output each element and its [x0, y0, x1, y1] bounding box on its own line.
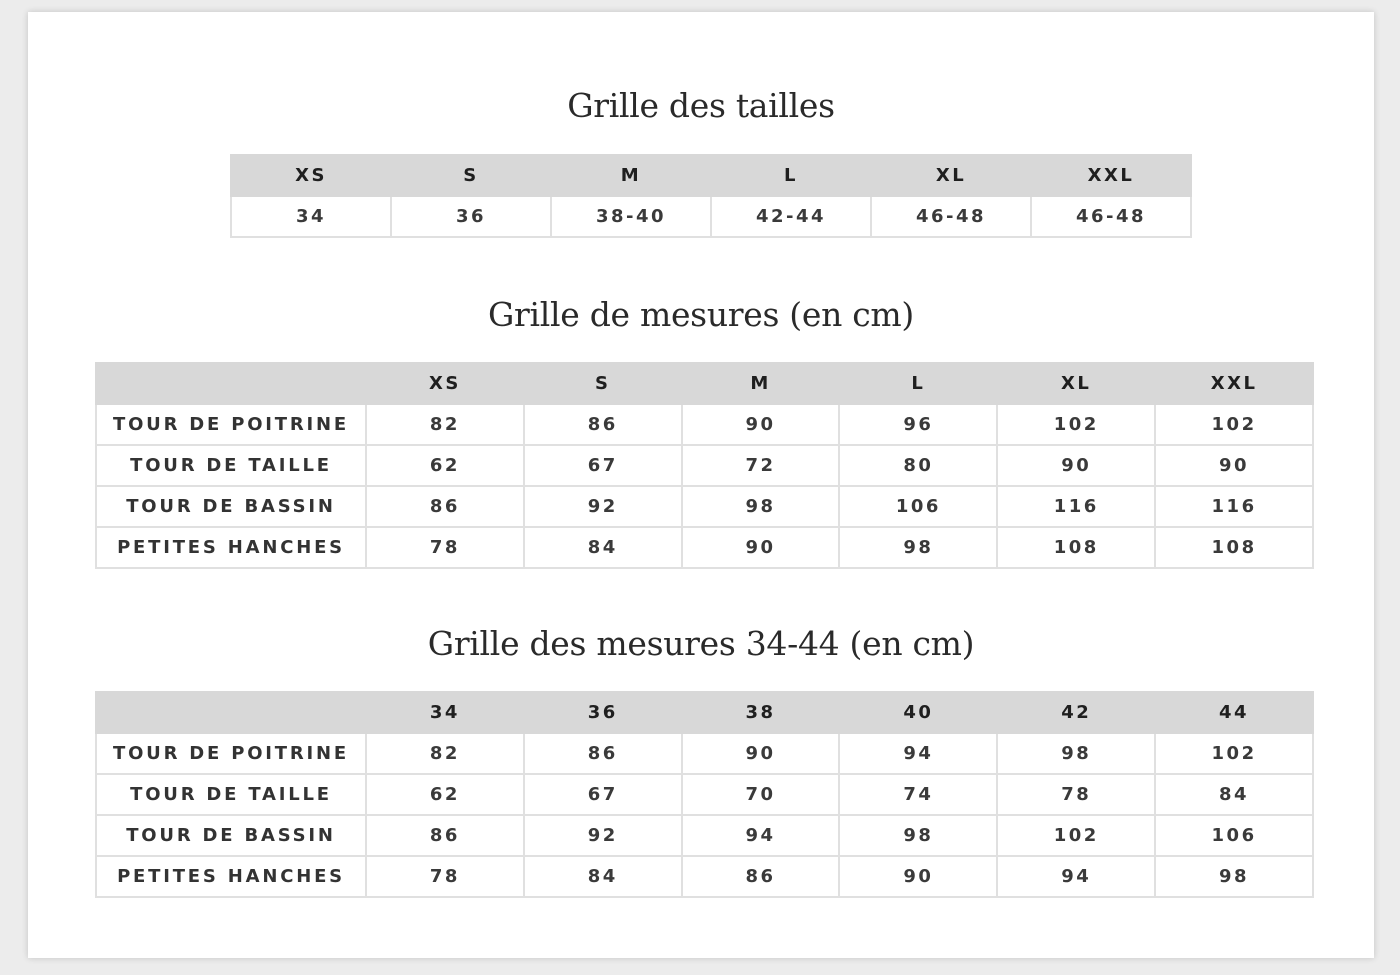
table-cell: 98 — [1155, 856, 1313, 897]
table-row — [96, 815, 1313, 856]
table-cell: 86 — [366, 815, 524, 856]
table-cell: 90 — [682, 733, 840, 774]
size-grid-value-row — [231, 196, 1191, 237]
measure-grid-34-44-header-row — [96, 692, 1313, 733]
header-cell: S — [524, 363, 682, 404]
header-cell: XXL — [1031, 155, 1191, 196]
table-row — [96, 486, 1313, 527]
table-cell: 102 — [997, 815, 1155, 856]
row-label: PETITES HANCHES — [96, 856, 366, 897]
table-cell: 102 — [1155, 404, 1313, 445]
table-cell: 98 — [997, 733, 1155, 774]
table-cell: 72 — [682, 445, 840, 486]
table-cell: 108 — [1155, 527, 1313, 568]
table-cell: 98 — [682, 486, 840, 527]
table-cell: 34 — [231, 196, 391, 237]
table-cell: 86 — [366, 486, 524, 527]
row-label: PETITES HANCHES — [96, 527, 366, 568]
header-cell: 44 — [1155, 692, 1313, 733]
row-label: TOUR DE BASSIN — [96, 486, 366, 527]
table-cell: 42-44 — [711, 196, 871, 237]
row-label: TOUR DE BASSIN — [96, 815, 366, 856]
header-cell: XS — [231, 155, 391, 196]
table-cell: 106 — [1155, 815, 1313, 856]
table-cell: 38-40 — [551, 196, 711, 237]
table-cell: 90 — [682, 404, 840, 445]
table-cell: 84 — [1155, 774, 1313, 815]
table-cell: 94 — [997, 856, 1155, 897]
table-cell: 90 — [682, 527, 840, 568]
corner-cell — [96, 363, 366, 404]
header-cell: XXL — [1155, 363, 1313, 404]
table-cell: 96 — [839, 404, 997, 445]
table-cell: 108 — [997, 527, 1155, 568]
table-cell: 86 — [524, 733, 682, 774]
table-cell: 67 — [524, 445, 682, 486]
size-grid-title: Grille des tailles — [567, 86, 835, 125]
row-label: TOUR DE POITRINE — [96, 733, 366, 774]
header-cell: 40 — [839, 692, 997, 733]
table-cell: 62 — [366, 445, 524, 486]
table-cell: 80 — [839, 445, 997, 486]
table-row — [96, 527, 1313, 568]
table-cell: 62 — [366, 774, 524, 815]
table-cell: 78 — [997, 774, 1155, 815]
table-cell: 90 — [839, 856, 997, 897]
measure-grid-table — [95, 362, 1314, 569]
header-cell: M — [551, 155, 711, 196]
table-cell: 70 — [682, 774, 840, 815]
row-label: TOUR DE POITRINE — [96, 404, 366, 445]
row-label: TOUR DE TAILLE — [96, 774, 366, 815]
row-label: TOUR DE TAILLE — [96, 445, 366, 486]
header-cell: 36 — [524, 692, 682, 733]
table-cell: 90 — [1155, 445, 1313, 486]
table-cell: 102 — [997, 404, 1155, 445]
table-cell: 92 — [524, 815, 682, 856]
table-cell: 82 — [366, 404, 524, 445]
table-cell: 94 — [682, 815, 840, 856]
size-chart-card — [28, 12, 1374, 958]
table-cell: 106 — [839, 486, 997, 527]
table-cell: 86 — [682, 856, 840, 897]
table-cell: 67 — [524, 774, 682, 815]
header-cell: L — [839, 363, 997, 404]
header-cell: 42 — [997, 692, 1155, 733]
header-cell: 34 — [366, 692, 524, 733]
table-cell: 92 — [524, 486, 682, 527]
header-cell: L — [711, 155, 871, 196]
table-cell: 98 — [839, 815, 997, 856]
size-grid-table — [230, 154, 1192, 238]
table-row — [96, 445, 1313, 486]
table-cell: 74 — [839, 774, 997, 815]
header-cell: 38 — [682, 692, 840, 733]
table-cell: 98 — [839, 527, 997, 568]
table-row — [96, 733, 1313, 774]
table-cell: 116 — [997, 486, 1155, 527]
header-cell: XL — [997, 363, 1155, 404]
table-cell: 78 — [366, 856, 524, 897]
header-cell: XL — [871, 155, 1031, 196]
table-cell: 84 — [524, 527, 682, 568]
table-cell: 36 — [391, 196, 551, 237]
table-cell: 46-48 — [871, 196, 1031, 237]
table-cell: 102 — [1155, 733, 1313, 774]
header-cell: M — [682, 363, 840, 404]
measure-grid-34-44-title: Grille des mesures 34-44 (en cm) — [427, 624, 975, 663]
measure-grid-title: Grille de mesures (en cm) — [488, 295, 914, 334]
table-cell: 116 — [1155, 486, 1313, 527]
header-cell: XS — [366, 363, 524, 404]
size-grid-header-row — [231, 155, 1191, 196]
table-cell: 94 — [839, 733, 997, 774]
corner-cell — [96, 692, 366, 733]
table-row — [96, 856, 1313, 897]
header-cell: S — [391, 155, 551, 196]
measure-grid-header-row — [96, 363, 1313, 404]
table-cell: 84 — [524, 856, 682, 897]
measure-grid-34-44-table — [95, 691, 1314, 898]
table-cell: 90 — [997, 445, 1155, 486]
table-cell: 86 — [524, 404, 682, 445]
table-row — [96, 404, 1313, 445]
table-cell: 46-48 — [1031, 196, 1191, 237]
table-cell: 78 — [366, 527, 524, 568]
table-row — [96, 774, 1313, 815]
table-cell: 82 — [366, 733, 524, 774]
